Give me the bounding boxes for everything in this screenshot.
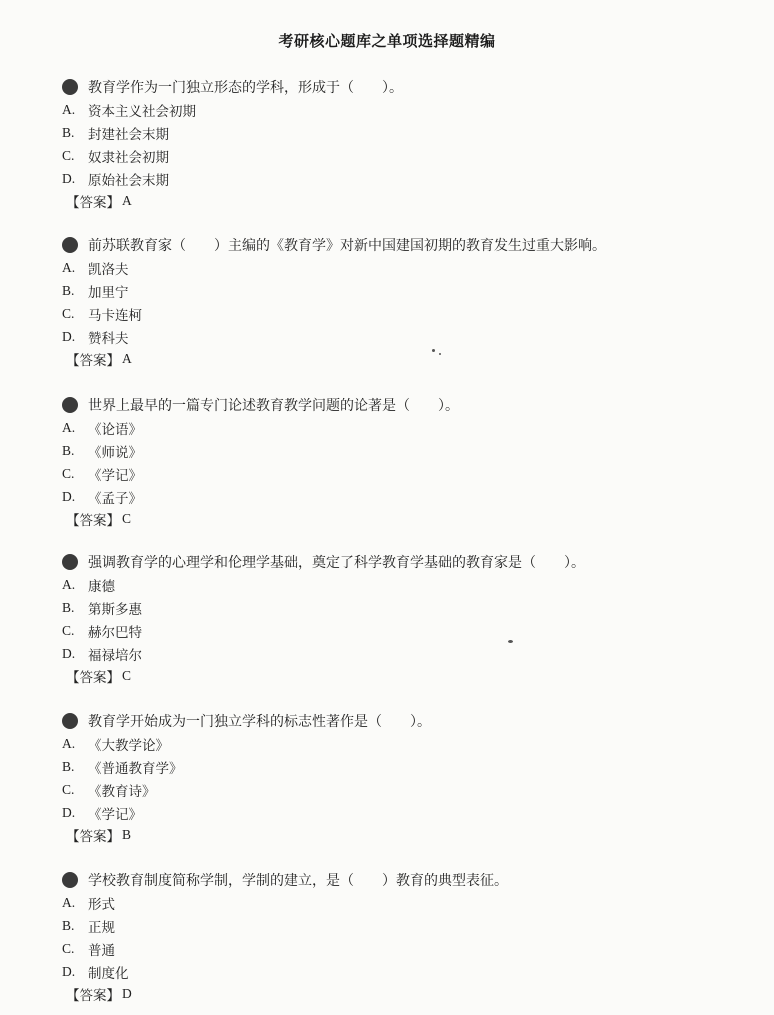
option-text: 赫尔巴特: [88, 624, 142, 641]
option-letter: B.: [62, 599, 75, 615]
option-text: 凯洛夫: [88, 261, 129, 278]
option-c: [62, 778, 752, 801]
bullet-icon: [62, 872, 78, 888]
option-text: 马卡连柯: [88, 307, 142, 324]
option-d: [62, 325, 752, 348]
option-text: 《论语》: [88, 421, 142, 438]
option-letter: D.: [62, 170, 76, 186]
answer-label: 【答案】: [66, 988, 120, 1004]
question-stem: 世界上最早的一篇专门论述教育教学问题的论著是（ ）。: [88, 398, 459, 414]
answer-line: [62, 824, 752, 846]
answer-value: C: [122, 511, 132, 526]
answer-value: D: [122, 986, 132, 1001]
option-letter: A.: [62, 101, 76, 117]
option-text: 形式: [88, 896, 115, 913]
option-b: [62, 596, 752, 619]
option-letter: C.: [62, 940, 75, 956]
answer-label: 【答案】: [66, 353, 120, 369]
option-b: [62, 279, 752, 302]
option-a: [62, 732, 752, 755]
question-stem: 教育学开始成为一门独立学科的标志性著作是（ ）。: [88, 714, 431, 730]
option-d: [62, 960, 752, 983]
option-text: 《师说》: [88, 444, 142, 461]
answer-line: [62, 983, 752, 1005]
option-letter: D.: [62, 963, 76, 979]
bullet-icon: [62, 713, 78, 729]
option-text: 《普通教育学》: [88, 760, 183, 777]
question-stem: 前苏联教育家（ ）主编的《教育学》对新中国建国初期的教育发生过重大影响。: [88, 238, 606, 254]
question-stem-line: [62, 710, 752, 732]
question-6: [62, 869, 752, 1005]
option-letter: B.: [62, 124, 75, 140]
scan-speck: [439, 353, 441, 355]
option-text: 奴隶社会初期: [88, 149, 169, 166]
option-c: [62, 144, 752, 167]
answer-value: B: [122, 827, 132, 842]
option-c: [62, 619, 752, 642]
page-title: 考研核心题库之单项选择题精编: [278, 32, 496, 50]
option-c: [62, 462, 752, 485]
option-b: [62, 755, 752, 778]
option-letter: A.: [62, 735, 76, 751]
option-text: 制度化: [88, 965, 129, 982]
option-a: [62, 573, 752, 596]
question-stem-line: [62, 551, 752, 573]
answer-value: A: [122, 193, 132, 208]
option-d: [62, 642, 752, 665]
option-letter: B.: [62, 758, 75, 774]
option-letter: C.: [62, 305, 75, 321]
option-text: 资本主义社会初期: [88, 103, 196, 120]
question-stem-line: [62, 394, 752, 416]
option-text: 原始社会末期: [88, 172, 169, 189]
option-b: [62, 121, 752, 144]
option-text: 加里宁: [88, 284, 129, 301]
question-stem: 学校教育制度简称学制，学制的建立，是（ ）教育的典型表征。: [88, 873, 508, 889]
option-text: 福禄培尔: [88, 647, 142, 664]
option-text: 康德: [88, 578, 115, 595]
question-3: [62, 394, 752, 530]
answer-label: 【答案】: [66, 513, 120, 529]
option-d: [62, 485, 752, 508]
option-d: [62, 167, 752, 190]
answer-line: [62, 508, 752, 530]
answer-line: [62, 190, 752, 212]
answer-value: A: [122, 351, 132, 366]
option-text: 封建社会末期: [88, 126, 169, 143]
option-letter: D.: [62, 804, 76, 820]
option-a: [62, 98, 752, 121]
bullet-icon: [62, 397, 78, 413]
scan-speck: [432, 349, 435, 352]
option-text: 普通: [88, 942, 115, 959]
option-text: 《大教学论》: [88, 737, 169, 754]
option-letter: D.: [62, 328, 76, 344]
question-stem-line: [62, 869, 752, 891]
option-letter: B.: [62, 917, 75, 933]
option-text: 《学记》: [88, 806, 142, 823]
bullet-icon: [62, 237, 78, 253]
option-c: [62, 302, 752, 325]
option-d: [62, 801, 752, 824]
option-text: 正规: [88, 919, 115, 936]
question-stem: 强调教育学的心理学和伦理学基础，奠定了科学教育学基础的教育家是（ ）。: [88, 555, 585, 571]
answer-label: 【答案】: [66, 195, 120, 211]
option-letter: A.: [62, 576, 76, 592]
answer-line: [62, 665, 752, 687]
option-text: 《孟子》: [88, 490, 142, 507]
answer-value: C: [122, 668, 132, 683]
answer-label: 【答案】: [66, 670, 120, 686]
option-letter: A.: [62, 259, 76, 275]
option-text: 《教育诗》: [88, 783, 156, 800]
option-c: [62, 937, 752, 960]
answer-line: [62, 348, 752, 370]
option-text: 《学记》: [88, 467, 142, 484]
option-text: 赞科夫: [88, 330, 129, 347]
option-letter: C.: [62, 465, 75, 481]
answer-label: 【答案】: [66, 829, 120, 845]
option-letter: C.: [62, 622, 75, 638]
question-stem: 教育学作为一门独立形态的学科，形成于（ ）。: [88, 80, 403, 96]
option-text: 第斯多惠: [88, 601, 142, 618]
option-letter: C.: [62, 781, 75, 797]
scan-speck: [508, 640, 513, 643]
option-letter: B.: [62, 282, 75, 298]
option-letter: A.: [62, 894, 76, 910]
question-5: [62, 710, 752, 846]
option-a: [62, 416, 752, 439]
option-a: [62, 256, 752, 279]
bullet-icon: [62, 554, 78, 570]
question-stem-line: [62, 234, 752, 256]
question-stem-line: [62, 76, 752, 98]
option-b: [62, 439, 752, 462]
option-letter: A.: [62, 419, 76, 435]
option-b: [62, 914, 752, 937]
question-4: [62, 551, 752, 687]
option-letter: D.: [62, 488, 76, 504]
question-2: [62, 234, 752, 370]
bullet-icon: [62, 79, 78, 95]
question-1: [62, 76, 752, 212]
option-letter: C.: [62, 147, 75, 163]
option-letter: B.: [62, 442, 75, 458]
option-a: [62, 891, 752, 914]
option-letter: D.: [62, 645, 76, 661]
